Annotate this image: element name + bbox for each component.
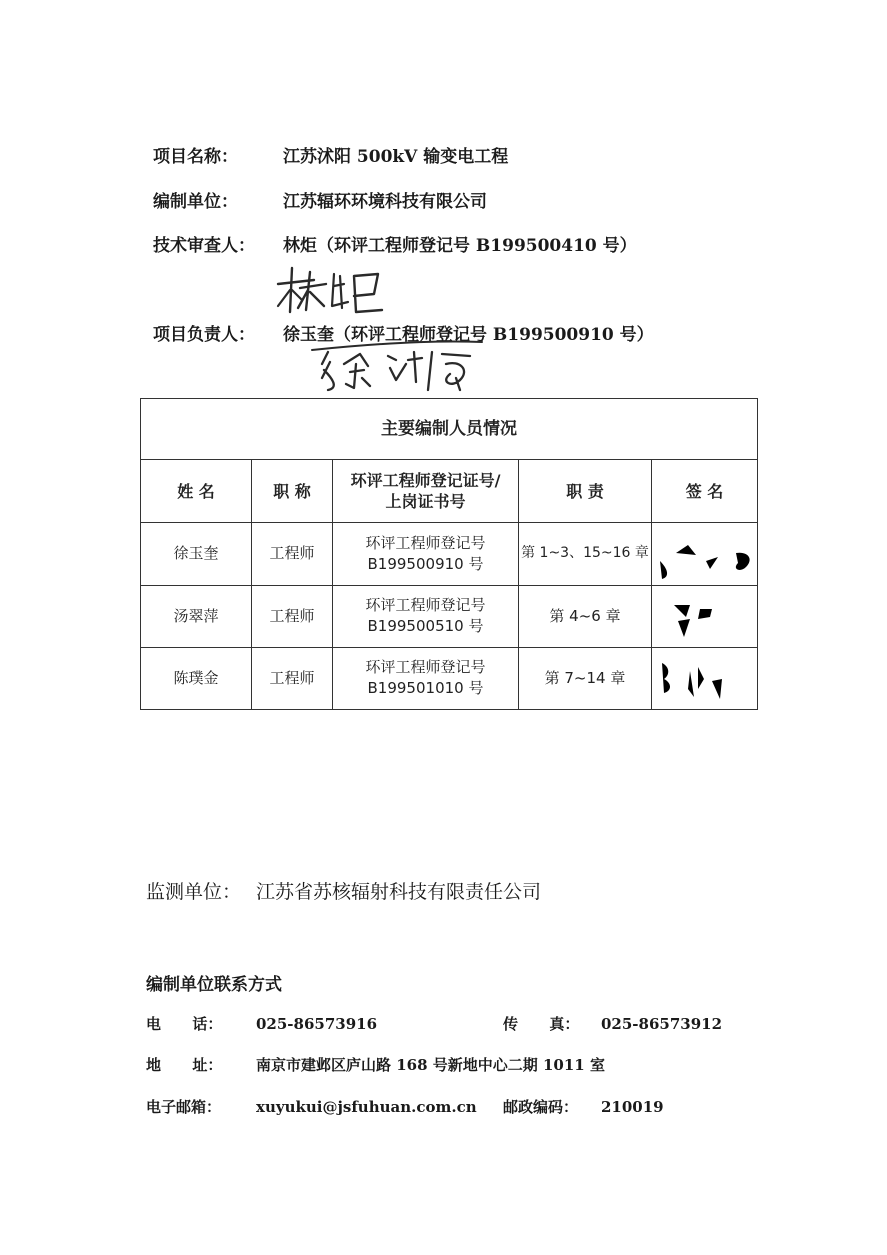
row-title: 工程师 bbox=[252, 647, 333, 709]
row-name: 陈璞金 bbox=[141, 647, 252, 709]
reg-line2: B199501010 号 bbox=[367, 679, 484, 698]
email-value: xuyukui@jsfuhuan.com.cn bbox=[256, 1098, 477, 1116]
row-signature bbox=[652, 647, 758, 709]
header-duty: 职 责 bbox=[519, 460, 652, 523]
reg-line1: 环评工程师登记号 bbox=[365, 596, 486, 615]
project-name-label: 项目名称： bbox=[153, 147, 238, 167]
row-duty: 第 4~6 章 bbox=[519, 585, 652, 647]
row-signature bbox=[652, 585, 758, 647]
signature-chen bbox=[654, 649, 758, 707]
postcode-line bbox=[503, 1096, 664, 1117]
reg-line1: 环评工程师登记号 bbox=[365, 533, 486, 552]
row-name: 徐玉奎 bbox=[141, 523, 252, 585]
phone-line bbox=[146, 1013, 377, 1034]
row-name: 汤翠萍 bbox=[141, 585, 252, 647]
reviewer-signature bbox=[270, 262, 390, 317]
table-row bbox=[141, 585, 758, 647]
row-registration bbox=[333, 647, 519, 709]
header-signature: 签 名 bbox=[652, 460, 758, 523]
row-duty: 第 1~3、15~16 章 bbox=[519, 523, 652, 585]
email-label: 电子邮箱： bbox=[146, 1098, 222, 1116]
leader-label: 项目负责人： bbox=[153, 325, 255, 345]
reg-line1: 环评工程师登记号 bbox=[365, 658, 486, 677]
address-label: 地 址： bbox=[146, 1056, 223, 1074]
contact-heading: 编制单位联系方式 bbox=[146, 975, 282, 995]
row-signature bbox=[652, 523, 758, 585]
signature-tang bbox=[654, 587, 758, 645]
reviewer-label: 技术审查人： bbox=[153, 236, 255, 256]
table-row bbox=[141, 647, 758, 709]
phone-value: 025-86573916 bbox=[256, 1015, 378, 1033]
staff-table bbox=[140, 398, 758, 710]
row-registration bbox=[333, 585, 519, 647]
signature-xu bbox=[654, 525, 758, 583]
fax-line bbox=[503, 1013, 722, 1034]
reg-line2: B199500910 号 bbox=[367, 554, 484, 573]
monitor-value: 江苏省苏核辐射科技有限责任公司 bbox=[256, 881, 542, 903]
leader-value: 徐玉奎（环评工程师登记号 B199500910 号） bbox=[283, 325, 654, 345]
org-label: 编制单位： bbox=[153, 192, 238, 212]
table-row bbox=[141, 523, 758, 585]
fax-value: 025-86573912 bbox=[601, 1015, 723, 1033]
reg-line2: B199500510 号 bbox=[367, 617, 484, 636]
header-registration: 环评工程师登记证号/上岗证书号 bbox=[333, 460, 519, 523]
row-title: 工程师 bbox=[252, 523, 333, 585]
reviewer-value: 林炬（环评工程师登记号 B199500410 号） bbox=[283, 236, 637, 256]
header-name: 姓 名 bbox=[141, 460, 252, 523]
fax-label: 传 真： bbox=[503, 1015, 580, 1033]
org-line bbox=[153, 187, 487, 212]
monitor-line bbox=[146, 877, 541, 904]
reviewer-line bbox=[153, 231, 637, 256]
email-line bbox=[146, 1096, 477, 1117]
monitor-label: 监测单位： bbox=[146, 881, 242, 903]
row-registration bbox=[333, 523, 519, 585]
postcode-value: 210019 bbox=[601, 1098, 664, 1116]
row-duty: 第 7~14 章 bbox=[519, 647, 652, 709]
project-name-line bbox=[153, 142, 508, 167]
org-value: 江苏辐环环境科技有限公司 bbox=[283, 192, 487, 212]
postcode-label: 邮政编码： bbox=[503, 1098, 579, 1116]
address-value: 南京市建邺区庐山路 168 号新地中心二期 1011 室 bbox=[256, 1056, 605, 1074]
address-line bbox=[146, 1054, 605, 1075]
project-name-value: 江苏沭阳 500kV 输变电工程 bbox=[283, 147, 509, 167]
leader-signature bbox=[310, 330, 485, 395]
row-title: 工程师 bbox=[252, 585, 333, 647]
header-title: 职 称 bbox=[252, 460, 333, 523]
staff-table-title: 主要编制人员情况 bbox=[141, 399, 758, 460]
phone-label: 电 话： bbox=[146, 1015, 223, 1033]
